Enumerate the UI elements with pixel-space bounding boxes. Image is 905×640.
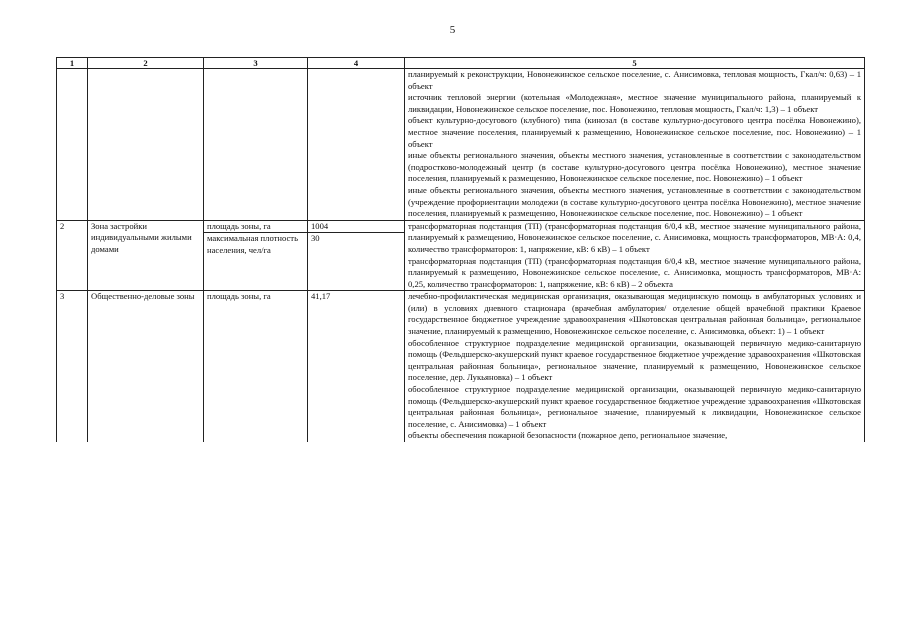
param-value: 30 [308,232,404,245]
object-entry: обособленное структурное подразделение медицинской организации, оказывающей первичную медико-санитарную помощь (Фельдшерско-акушерский пункт краевое государственное бюджетное учреждение здравоохранения «Шкотовская центральная районная больница», региональное значение, планируемый к ликвидации, Новонежинское сельское поселение, с. Анисимовка) – 1 объект [408,384,861,429]
param-label: площадь зоны, га [204,291,308,442]
object-entry: трансформаторная подстанция (ТП) (трансформаторная подстанция 6/0,4 кВ, местное значение муниципального района, планируемый к размещению, Новонежинское сельское поселение, с. Анисимовка, мощность трансформаторов, МВ·А: 0,4, количество трансформаторов: 1, напряжение, кВ: 6 кВ) – 1 объект [408,220,861,254]
page-number: 5 [449,24,456,36]
header-col-1: 1 [57,58,88,69]
row-number: 3 [57,291,88,442]
header-col-5: 5 [405,58,865,69]
header-col-4: 4 [308,58,405,69]
object-entry: иные объекты регионального значения, объекты местного значения, установленные в соответствии с законодательством (учреждение профориентации молодежи (в составе культурно-досугового центра посёлка Новонежино), местное значение поселения, планируемый к размещению, Новонежинское сельское поселение, пос. Новонежино) – 1 объект [408,184,861,219]
object-entry: трансформаторная подстанция (ТП) (трансформаторная подстанция 6/0,4 кВ, местное значение муниципального района, планируемый к размещению, Новонежинское сельское поселение, с. Анисимовка, мощность трансформаторов, МВ·А: 0,25, количество трансформаторов: 1, напряжение, кВ: 6 кВ) – 2 объекта [408,255,861,289]
zone-values [308,69,405,221]
zone-params [204,220,308,291]
object-entry: иные объекты регионального значения, объекты местного значения, установленные в соответствии с законодательством (подростково-молодежный центр (в составе культурно-досугового центра посёлка Новонежино), местное значение поселения, планируемый к размещению, Новонежинское сельское поселение, пос. Новонежино) – 1 объект [408,150,861,184]
header-col-2: 2 [88,58,204,69]
param-label: максимальная плотность населения, чел/га [204,232,307,256]
zone-name: Общественно-деловые зоны [88,291,204,442]
object-entry: обособленное структурное подразделение медицинской организации, оказывающей первичную медико-санитарную помощь (Фельдшерско-акушерский пункт краевое государственное бюджетное учреждение здравоохранения «Шкотовская центральная районная больница», региональное значение, планируемый к размещению, Новонежинское сельское поселение, дер. Лукьяновка) – 1 объект [408,337,861,383]
row-number [57,69,88,221]
header-col-3: 3 [204,58,308,69]
object-entry: объекты обеспечения пожарной безопасности (пожарное депо, региональное значение, [408,430,728,441]
object-entry: источник тепловой энергии (котельная «Молодежная», местное значение муниципального района, планируемый к ликвидации, Новонежинское сельское поселение, пос. Новонежино, тепловая мощность, Гкал/ч: 1,3) – 1 объект [408,92,861,114]
object-entry: объект культурно-досугового (клубного) типа (кинозал (в составе культурно-досугового центра посёлка Новонежино), местное значение поселения, планируемый к размещению, Новонежинское сельское поселение, пос. Новонежино) – 1 объект [408,115,861,149]
table-row [57,220,865,291]
param-value: 41,17 [308,291,405,442]
planned-objects [405,69,865,221]
param-value: 1004 [311,220,329,231]
planned-objects [405,291,865,442]
zone-values [308,220,405,291]
zone-name: Зона застройки индивидуальными жилыми домами [88,220,204,291]
zone-name [88,69,204,221]
object-entry: планируемый к реконструкции, Новонежинское сельское поселение, с. Анисимовка, тепловая мощность, Гкал/ч: 0,63) – 1 объект [408,69,861,91]
zones-table [56,57,865,442]
table-row [57,69,865,221]
table-row [57,291,865,442]
zone-params [204,69,308,221]
param-label: площадь зоны, га [207,220,271,231]
row-number: 2 [57,220,88,291]
planned-objects [405,220,865,291]
table-header-row [57,58,865,69]
object-entry: лечебно-профилактическая медицинская организация, оказывающая медицинскую помощь в амбулаторных условиях и (или) в условиях дневного стационара (врачебная амбулатория/ отделение общей врачебной практики Краевое государственное бюджетное учреждение здравоохранения «Шкотовская центральная районная больница», региональное значение, планируемый к размещению, Новонежинское сельское поселение, с. Анисимовка, объект: 1) – 1 объект [408,291,861,337]
